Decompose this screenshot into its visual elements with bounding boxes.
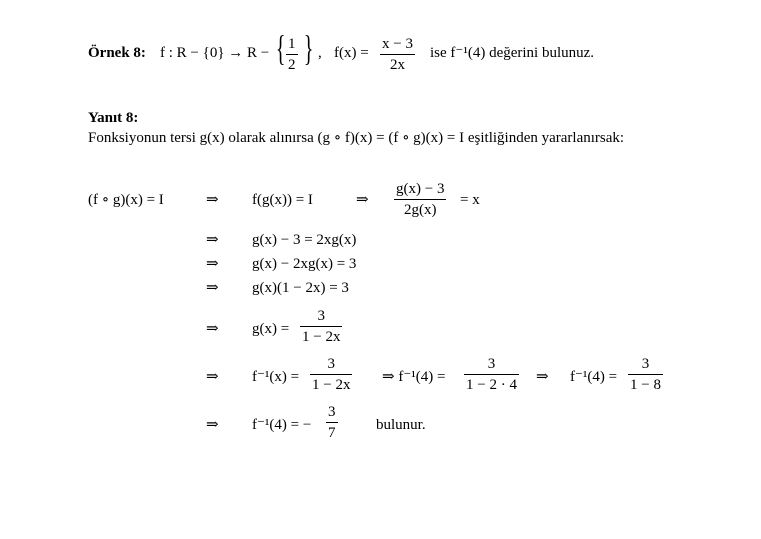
- step1-denominator: 2g(x): [403, 201, 437, 218]
- fraction-bar: [310, 374, 352, 375]
- step5-lhs: g(x) =: [252, 321, 290, 337]
- step6-fraction-3: [628, 356, 663, 393]
- implies-arrow: ⇒: [206, 417, 219, 433]
- step6-denominator-2: 1 − 2 · 4: [466, 376, 517, 393]
- step5-fraction: [300, 308, 342, 345]
- fraction-bar: [326, 422, 338, 423]
- implies-arrow: ⇒: [536, 369, 549, 385]
- f-numerator: x − 3: [382, 36, 413, 52]
- f-lhs: f(x) =: [334, 45, 369, 61]
- step2: g(x) − 3 = 2xg(x): [252, 232, 357, 248]
- function-definition: f : R − {0} → R −: [160, 45, 270, 61]
- step3: g(x) − 2xg(x) = 3: [252, 256, 357, 272]
- step6-mid: ⇒ f⁻¹(4) =: [382, 369, 446, 385]
- answer-title: Yanıt 8:: [88, 110, 139, 126]
- answer-intro: Fonksiyonun tersi g(x) olarak alınırsa (g ∘ f)(x) = (f ∘ g)(x) = I eşitliğinden yararlanırsak:: [88, 130, 625, 146]
- set-fraction-numerator: 1: [288, 36, 296, 52]
- step5-numerator: 3: [317, 308, 325, 324]
- fraction-bar: [300, 326, 342, 327]
- comma: ,: [318, 45, 322, 61]
- step6-denominator: 1 − 2x: [312, 376, 351, 393]
- set-fraction: [286, 36, 298, 73]
- fraction-bar: [380, 54, 415, 55]
- f-denominator: 2x: [389, 56, 405, 73]
- step1-rhs: = x: [460, 192, 480, 208]
- step7-word: bulunur.: [376, 417, 426, 433]
- implies-arrow: ⇒: [206, 232, 219, 248]
- implies-arrow: ⇒: [206, 321, 219, 337]
- question-text: ise f⁻¹(4) değerini bulunuz.: [430, 45, 595, 61]
- step1-mid: f(g(x)) = I: [252, 192, 313, 208]
- step1-lhs: (f ∘ g)(x) = I: [88, 192, 164, 208]
- fraction-bar: [628, 374, 663, 375]
- fraction-bar: [464, 374, 519, 375]
- left-brace: {: [275, 28, 286, 68]
- step7-denominator: 7: [328, 424, 336, 441]
- step5-denominator: 1 − 2x: [302, 328, 341, 345]
- set-fraction-denominator: 2: [288, 56, 296, 73]
- right-brace: }: [303, 28, 314, 68]
- step1-fraction: [394, 181, 446, 218]
- implies-arrow: ⇒: [206, 369, 219, 385]
- step6-fraction-2: [464, 356, 519, 393]
- step7-fraction: [326, 404, 338, 441]
- step7-numerator: 3: [328, 404, 336, 420]
- step1-numerator: g(x) − 3: [396, 181, 445, 197]
- implies-arrow: ⇒: [356, 192, 369, 208]
- step6-fraction: [310, 356, 352, 393]
- step6-denominator-3: 1 − 8: [630, 376, 661, 393]
- step6-numerator: 3: [327, 356, 335, 372]
- implies-arrow: ⇒: [206, 256, 219, 272]
- fraction-bar: [394, 199, 446, 200]
- step6-lhs: f⁻¹(x) =: [252, 369, 300, 385]
- step6-numerator-2: 3: [487, 356, 496, 372]
- step6-end: f⁻¹(4) =: [570, 369, 618, 385]
- step4: g(x)(1 − 2x) = 3: [252, 280, 349, 296]
- fraction-bar: [286, 54, 298, 55]
- implies-arrow: ⇒: [206, 192, 219, 208]
- step6-numerator-3: 3: [641, 356, 650, 372]
- example-title: Örnek 8:: [88, 45, 146, 61]
- f-fraction: [380, 36, 415, 73]
- step7-lhs: f⁻¹(4) = −: [252, 417, 312, 433]
- implies-arrow: ⇒: [206, 280, 219, 296]
